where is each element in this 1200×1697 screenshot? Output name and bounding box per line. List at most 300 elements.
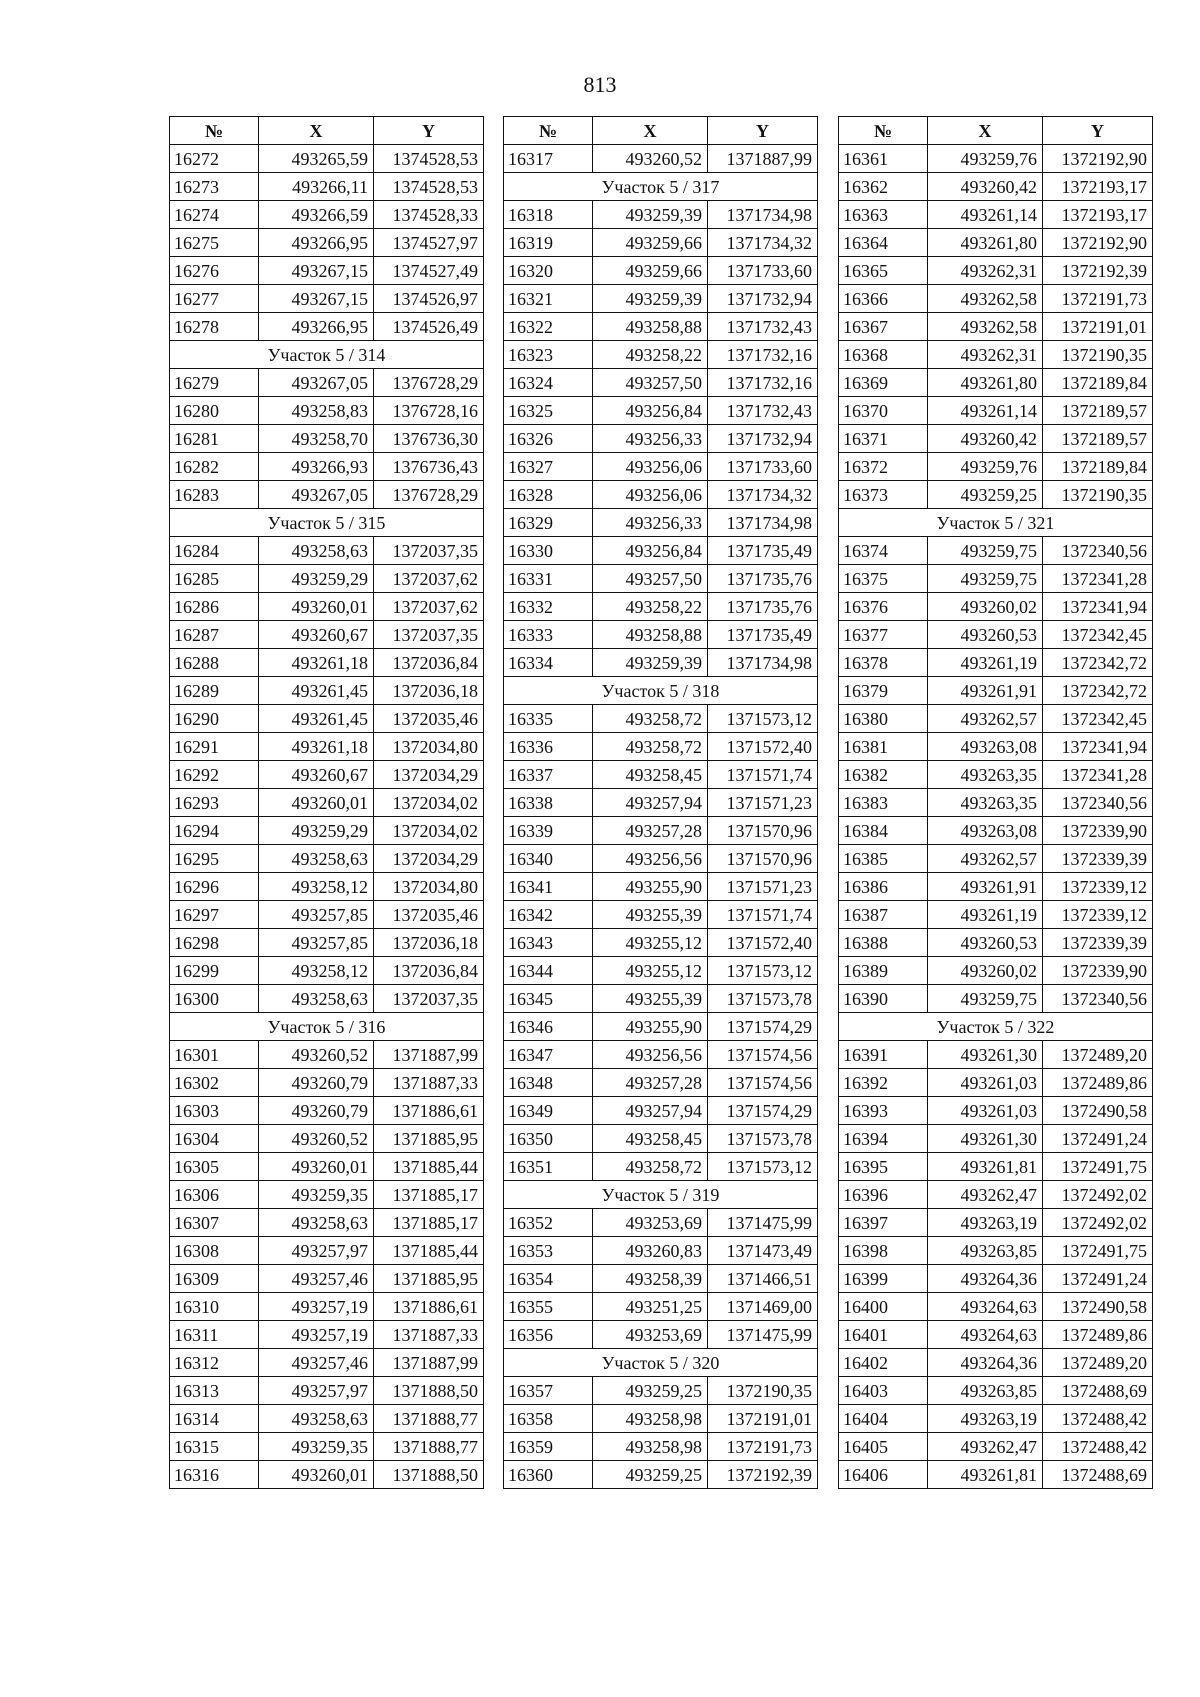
- y-coordinate: 1372189,57: [1043, 425, 1153, 453]
- y-coordinate: 1372193,17: [1043, 173, 1153, 201]
- point-number: 16290: [170, 705, 259, 733]
- x-coordinate: 493258,45: [593, 1125, 708, 1153]
- point-number: 16361: [839, 145, 928, 173]
- x-coordinate: 493256,84: [593, 397, 708, 425]
- y-coordinate: 1374528,53: [374, 145, 484, 173]
- y-coordinate: 1372036,84: [374, 649, 484, 677]
- table-row: [504, 817, 818, 845]
- table-row: [839, 845, 1153, 873]
- x-coordinate: 493258,83: [259, 397, 374, 425]
- x-coordinate: 493262,57: [928, 705, 1043, 733]
- y-coordinate: 1371734,98: [708, 649, 818, 677]
- x-coordinate: 493258,88: [593, 621, 708, 649]
- point-number: 16309: [170, 1265, 259, 1293]
- x-coordinate: 493260,01: [259, 1153, 374, 1181]
- point-number: 16400: [839, 1293, 928, 1321]
- y-coordinate: 1371570,96: [708, 817, 818, 845]
- y-coordinate: 1371571,74: [708, 761, 818, 789]
- y-coordinate: 1371885,95: [374, 1265, 484, 1293]
- point-number: 16388: [839, 929, 928, 957]
- point-number: 16329: [504, 509, 593, 537]
- table-row: [839, 341, 1153, 369]
- point-number: 16321: [504, 285, 593, 313]
- y-coordinate: 1372341,28: [1043, 761, 1153, 789]
- section-label: Участок 5 / 318: [504, 677, 818, 705]
- x-coordinate: 493261,45: [259, 705, 374, 733]
- x-coordinate: 493259,39: [593, 201, 708, 229]
- point-number: 16348: [504, 1069, 593, 1097]
- y-coordinate: 1372490,58: [1043, 1293, 1153, 1321]
- point-number: 16341: [504, 873, 593, 901]
- y-coordinate: 1371732,94: [708, 425, 818, 453]
- y-coordinate: 1371732,16: [708, 341, 818, 369]
- y-coordinate: 1376728,29: [374, 481, 484, 509]
- point-number: 16277: [170, 285, 259, 313]
- x-coordinate: 493258,88: [593, 313, 708, 341]
- x-coordinate: 493257,85: [259, 901, 374, 929]
- point-number: 16356: [504, 1321, 593, 1349]
- point-number: 16275: [170, 229, 259, 257]
- point-number: 16334: [504, 649, 593, 677]
- coordinates-table: [169, 116, 484, 1489]
- point-number: 16295: [170, 845, 259, 873]
- section-label: Участок 5 / 314: [170, 341, 484, 369]
- table-row: [504, 369, 818, 397]
- table-row: [839, 1349, 1153, 1377]
- x-coordinate: 493261,03: [928, 1069, 1043, 1097]
- table-row: [170, 677, 484, 705]
- x-coordinate: 493259,25: [593, 1377, 708, 1405]
- table-row: [504, 509, 818, 537]
- x-coordinate: 493263,08: [928, 733, 1043, 761]
- y-coordinate: 1372034,02: [374, 817, 484, 845]
- x-coordinate: 493258,98: [593, 1405, 708, 1433]
- table-row: [839, 1293, 1153, 1321]
- table-row: [839, 1153, 1153, 1181]
- y-coordinate: 1372037,62: [374, 565, 484, 593]
- point-number: 16301: [170, 1041, 259, 1069]
- y-coordinate: 1372192,39: [708, 1461, 818, 1489]
- table-row: [504, 481, 818, 509]
- point-number: 16386: [839, 873, 928, 901]
- table-row: [170, 649, 484, 677]
- table-row: [170, 1181, 484, 1209]
- point-number: 16319: [504, 229, 593, 257]
- y-coordinate: 1371887,99: [374, 1041, 484, 1069]
- y-coordinate: 1372034,29: [374, 845, 484, 873]
- x-coordinate: 493256,33: [593, 509, 708, 537]
- x-coordinate: 493256,84: [593, 537, 708, 565]
- header-y: Y: [374, 117, 484, 145]
- y-coordinate: 1372342,72: [1043, 649, 1153, 677]
- point-number: 16315: [170, 1433, 259, 1461]
- point-number: 16371: [839, 425, 928, 453]
- table-row: [504, 1377, 818, 1405]
- table-row: [170, 789, 484, 817]
- x-coordinate: 493256,33: [593, 425, 708, 453]
- x-coordinate: 493259,75: [928, 985, 1043, 1013]
- table-row: [170, 285, 484, 313]
- table-row: [170, 1209, 484, 1237]
- x-coordinate: 493259,29: [259, 817, 374, 845]
- y-coordinate: 1371475,99: [708, 1209, 818, 1237]
- table-row: [504, 1461, 818, 1489]
- point-number: 16304: [170, 1125, 259, 1153]
- point-number: 16380: [839, 705, 928, 733]
- y-coordinate: 1372488,69: [1043, 1377, 1153, 1405]
- y-coordinate: 1371573,12: [708, 705, 818, 733]
- x-coordinate: 493256,56: [593, 845, 708, 873]
- point-number: 16335: [504, 705, 593, 733]
- table-row: [170, 1265, 484, 1293]
- section-label: Участок 5 / 319: [504, 1181, 818, 1209]
- x-coordinate: 493266,11: [259, 173, 374, 201]
- point-number: 16320: [504, 257, 593, 285]
- table-row: [839, 705, 1153, 733]
- point-number: 16299: [170, 957, 259, 985]
- y-coordinate: 1371886,61: [374, 1293, 484, 1321]
- y-coordinate: 1372341,94: [1043, 733, 1153, 761]
- table-row: [839, 789, 1153, 817]
- point-number: 16278: [170, 313, 259, 341]
- x-coordinate: 493261,18: [259, 733, 374, 761]
- table-row: [839, 425, 1153, 453]
- point-number: 16300: [170, 985, 259, 1013]
- table-row: [170, 873, 484, 901]
- x-coordinate: 493257,97: [259, 1377, 374, 1405]
- x-coordinate: 493261,45: [259, 677, 374, 705]
- y-coordinate: 1371571,23: [708, 873, 818, 901]
- point-number: 16398: [839, 1237, 928, 1265]
- x-coordinate: 493260,52: [593, 145, 708, 173]
- table-row: [170, 733, 484, 761]
- x-coordinate: 493253,69: [593, 1209, 708, 1237]
- y-coordinate: 1372340,56: [1043, 537, 1153, 565]
- table-row: [504, 1433, 818, 1461]
- section-label: Участок 5 / 321: [839, 509, 1153, 537]
- point-number: 16282: [170, 453, 259, 481]
- point-number: 16349: [504, 1097, 593, 1125]
- point-number: 16296: [170, 873, 259, 901]
- table-row: [839, 1433, 1153, 1461]
- x-coordinate: 493260,67: [259, 761, 374, 789]
- table-row: [504, 1125, 818, 1153]
- point-number: 16396: [839, 1181, 928, 1209]
- point-number: 16403: [839, 1377, 928, 1405]
- point-number: 16377: [839, 621, 928, 649]
- y-coordinate: 1371571,23: [708, 789, 818, 817]
- point-number: 16397: [839, 1209, 928, 1237]
- table-row: [170, 173, 484, 201]
- x-coordinate: 493259,39: [593, 285, 708, 313]
- y-coordinate: 1372191,01: [1043, 313, 1153, 341]
- y-coordinate: 1372342,45: [1043, 705, 1153, 733]
- table-row: [170, 957, 484, 985]
- x-coordinate: 493261,81: [928, 1153, 1043, 1181]
- y-coordinate: 1371885,17: [374, 1209, 484, 1237]
- x-coordinate: 493260,42: [928, 425, 1043, 453]
- point-number: 16302: [170, 1069, 259, 1097]
- point-number: 16311: [170, 1321, 259, 1349]
- y-coordinate: 1372037,35: [374, 621, 484, 649]
- table-row: [839, 1209, 1153, 1237]
- x-coordinate: 493258,63: [259, 845, 374, 873]
- point-number: 16336: [504, 733, 593, 761]
- section-label: Участок 5 / 317: [504, 173, 818, 201]
- table-row: [504, 145, 818, 173]
- x-coordinate: 493258,63: [259, 985, 374, 1013]
- point-number: 16375: [839, 565, 928, 593]
- y-coordinate: 1371888,77: [374, 1433, 484, 1461]
- table-row: [170, 229, 484, 257]
- table-row: [839, 957, 1153, 985]
- x-coordinate: 493258,39: [593, 1265, 708, 1293]
- table-row: [839, 817, 1153, 845]
- table-row: [170, 537, 484, 565]
- x-coordinate: 493258,72: [593, 733, 708, 761]
- table-row: [170, 761, 484, 789]
- y-coordinate: 1372192,90: [1043, 145, 1153, 173]
- point-number: 16391: [839, 1041, 928, 1069]
- table-row: [839, 481, 1153, 509]
- x-coordinate: 493257,28: [593, 1069, 708, 1097]
- x-coordinate: 493261,91: [928, 677, 1043, 705]
- y-coordinate: 1372037,35: [374, 537, 484, 565]
- point-number: 16279: [170, 369, 259, 397]
- table-row: [839, 649, 1153, 677]
- x-coordinate: 493262,57: [928, 845, 1043, 873]
- x-coordinate: 493266,59: [259, 201, 374, 229]
- table-row: [839, 929, 1153, 957]
- section-header-row: [170, 1013, 484, 1041]
- x-coordinate: 493258,12: [259, 873, 374, 901]
- y-coordinate: 1372488,69: [1043, 1461, 1153, 1489]
- x-coordinate: 493256,06: [593, 453, 708, 481]
- table-row: [839, 257, 1153, 285]
- header-number: №: [504, 117, 593, 145]
- x-coordinate: 493259,25: [593, 1461, 708, 1489]
- x-coordinate: 493259,29: [259, 565, 374, 593]
- x-coordinate: 493261,91: [928, 873, 1043, 901]
- table-row: [170, 565, 484, 593]
- x-coordinate: 493259,75: [928, 537, 1043, 565]
- y-coordinate: 1372489,20: [1043, 1041, 1153, 1069]
- y-coordinate: 1372034,80: [374, 873, 484, 901]
- x-coordinate: 493263,85: [928, 1377, 1043, 1405]
- x-coordinate: 493251,25: [593, 1293, 708, 1321]
- y-coordinate: 1374526,97: [374, 285, 484, 313]
- x-coordinate: 493261,30: [928, 1041, 1043, 1069]
- point-number: 16355: [504, 1293, 593, 1321]
- x-coordinate: 493259,25: [928, 481, 1043, 509]
- y-coordinate: 1372192,90: [1043, 229, 1153, 257]
- table-row: [504, 201, 818, 229]
- header-number: №: [839, 117, 928, 145]
- point-number: 16404: [839, 1405, 928, 1433]
- point-number: 16357: [504, 1377, 593, 1405]
- x-coordinate: 493259,35: [259, 1433, 374, 1461]
- point-number: 16360: [504, 1461, 593, 1489]
- x-coordinate: 493260,79: [259, 1097, 374, 1125]
- table-row: [504, 957, 818, 985]
- x-coordinate: 493259,39: [593, 649, 708, 677]
- table-row: [839, 453, 1153, 481]
- table-row: [504, 1069, 818, 1097]
- section-header-row: [839, 1013, 1153, 1041]
- table-row: [839, 285, 1153, 313]
- y-coordinate: 1372341,94: [1043, 593, 1153, 621]
- table-row: [504, 929, 818, 957]
- table-row: [504, 229, 818, 257]
- y-coordinate: 1371734,98: [708, 509, 818, 537]
- table-row: [839, 761, 1153, 789]
- x-coordinate: 493258,63: [259, 1209, 374, 1237]
- x-coordinate: 493257,50: [593, 369, 708, 397]
- header-x: X: [259, 117, 374, 145]
- table-row: [170, 145, 484, 173]
- table-row: [839, 397, 1153, 425]
- point-number: 16381: [839, 733, 928, 761]
- x-coordinate: 493263,35: [928, 761, 1043, 789]
- y-coordinate: 1371572,40: [708, 929, 818, 957]
- x-coordinate: 493260,52: [259, 1041, 374, 1069]
- table-row: [839, 873, 1153, 901]
- point-number: 16394: [839, 1125, 928, 1153]
- table-row: [170, 929, 484, 957]
- table-row: [170, 1153, 484, 1181]
- x-coordinate: 493262,58: [928, 313, 1043, 341]
- x-coordinate: 493261,80: [928, 229, 1043, 257]
- table-header-row: [170, 117, 484, 145]
- x-coordinate: 493255,39: [593, 901, 708, 929]
- y-coordinate: 1372339,90: [1043, 957, 1153, 985]
- x-coordinate: 493257,94: [593, 1097, 708, 1125]
- y-coordinate: 1371473,49: [708, 1237, 818, 1265]
- y-coordinate: 1371466,51: [708, 1265, 818, 1293]
- x-coordinate: 493259,35: [259, 1181, 374, 1209]
- table-row: [170, 593, 484, 621]
- x-coordinate: 493255,90: [593, 873, 708, 901]
- y-coordinate: 1372491,24: [1043, 1125, 1153, 1153]
- table-row: [170, 369, 484, 397]
- point-number: 16332: [504, 593, 593, 621]
- point-number: 16330: [504, 537, 593, 565]
- y-coordinate: 1371735,76: [708, 565, 818, 593]
- point-number: 16338: [504, 789, 593, 817]
- point-number: 16350: [504, 1125, 593, 1153]
- point-number: 16293: [170, 789, 259, 817]
- x-coordinate: 493263,19: [928, 1209, 1043, 1237]
- y-coordinate: 1372489,86: [1043, 1069, 1153, 1097]
- x-coordinate: 493262,31: [928, 341, 1043, 369]
- x-coordinate: 493260,01: [259, 593, 374, 621]
- y-coordinate: 1371735,76: [708, 593, 818, 621]
- point-number: 16294: [170, 817, 259, 845]
- table-row: [839, 173, 1153, 201]
- coordinates-table: [503, 116, 818, 1489]
- header-y: Y: [1043, 117, 1153, 145]
- x-coordinate: 493259,66: [593, 257, 708, 285]
- y-coordinate: 1371888,77: [374, 1405, 484, 1433]
- point-number: 16331: [504, 565, 593, 593]
- y-coordinate: 1372340,56: [1043, 985, 1153, 1013]
- x-coordinate: 493259,76: [928, 145, 1043, 173]
- point-number: 16392: [839, 1069, 928, 1097]
- point-number: 16312: [170, 1349, 259, 1377]
- x-coordinate: 493260,01: [259, 1461, 374, 1489]
- x-coordinate: 493258,63: [259, 537, 374, 565]
- point-number: 16343: [504, 929, 593, 957]
- x-coordinate: 493258,22: [593, 341, 708, 369]
- table-row: [170, 1433, 484, 1461]
- point-number: 16387: [839, 901, 928, 929]
- y-coordinate: 1372191,73: [708, 1433, 818, 1461]
- y-coordinate: 1374526,49: [374, 313, 484, 341]
- table-row: [504, 1041, 818, 1069]
- point-number: 16291: [170, 733, 259, 761]
- x-coordinate: 493267,05: [259, 369, 374, 397]
- section-header-row: [504, 1349, 818, 1377]
- y-coordinate: 1371573,78: [708, 1125, 818, 1153]
- x-coordinate: 493257,19: [259, 1293, 374, 1321]
- point-number: 16351: [504, 1153, 593, 1181]
- table-row: [170, 313, 484, 341]
- x-coordinate: 493262,58: [928, 285, 1043, 313]
- point-number: 16298: [170, 929, 259, 957]
- point-number: 16374: [839, 537, 928, 565]
- y-coordinate: 1371570,96: [708, 845, 818, 873]
- page-number: 813: [583, 72, 617, 97]
- table-row: [504, 1293, 818, 1321]
- x-coordinate: 493260,01: [259, 789, 374, 817]
- table-row: [839, 1377, 1153, 1405]
- point-number: 16382: [839, 761, 928, 789]
- y-coordinate: 1371733,60: [708, 453, 818, 481]
- point-number: 16337: [504, 761, 593, 789]
- header-x: X: [928, 117, 1043, 145]
- section-label: Участок 5 / 322: [839, 1013, 1153, 1041]
- table-row: [504, 1265, 818, 1293]
- x-coordinate: 493261,19: [928, 649, 1043, 677]
- table-row: [170, 453, 484, 481]
- x-coordinate: 493260,79: [259, 1069, 374, 1097]
- point-number: 16310: [170, 1293, 259, 1321]
- y-coordinate: 1372491,75: [1043, 1153, 1153, 1181]
- x-coordinate: 493263,85: [928, 1237, 1043, 1265]
- x-coordinate: 493267,05: [259, 481, 374, 509]
- x-coordinate: 493266,95: [259, 229, 374, 257]
- point-number: 16362: [839, 173, 928, 201]
- y-coordinate: 1371735,49: [708, 537, 818, 565]
- point-number: 16405: [839, 1433, 928, 1461]
- coordinates-table-column-2: [503, 116, 818, 1489]
- x-coordinate: 493256,56: [593, 1041, 708, 1069]
- table-row: [504, 1321, 818, 1349]
- y-coordinate: 1374528,33: [374, 201, 484, 229]
- point-number: 16383: [839, 789, 928, 817]
- point-number: 16390: [839, 985, 928, 1013]
- y-coordinate: 1372035,46: [374, 901, 484, 929]
- point-number: 16345: [504, 985, 593, 1013]
- point-number: 16385: [839, 845, 928, 873]
- x-coordinate: 493257,85: [259, 929, 374, 957]
- point-number: 16326: [504, 425, 593, 453]
- table-row: [170, 425, 484, 453]
- y-coordinate: 1372036,84: [374, 957, 484, 985]
- table-row: [504, 1153, 818, 1181]
- y-coordinate: 1371885,44: [374, 1237, 484, 1265]
- point-number: 16280: [170, 397, 259, 425]
